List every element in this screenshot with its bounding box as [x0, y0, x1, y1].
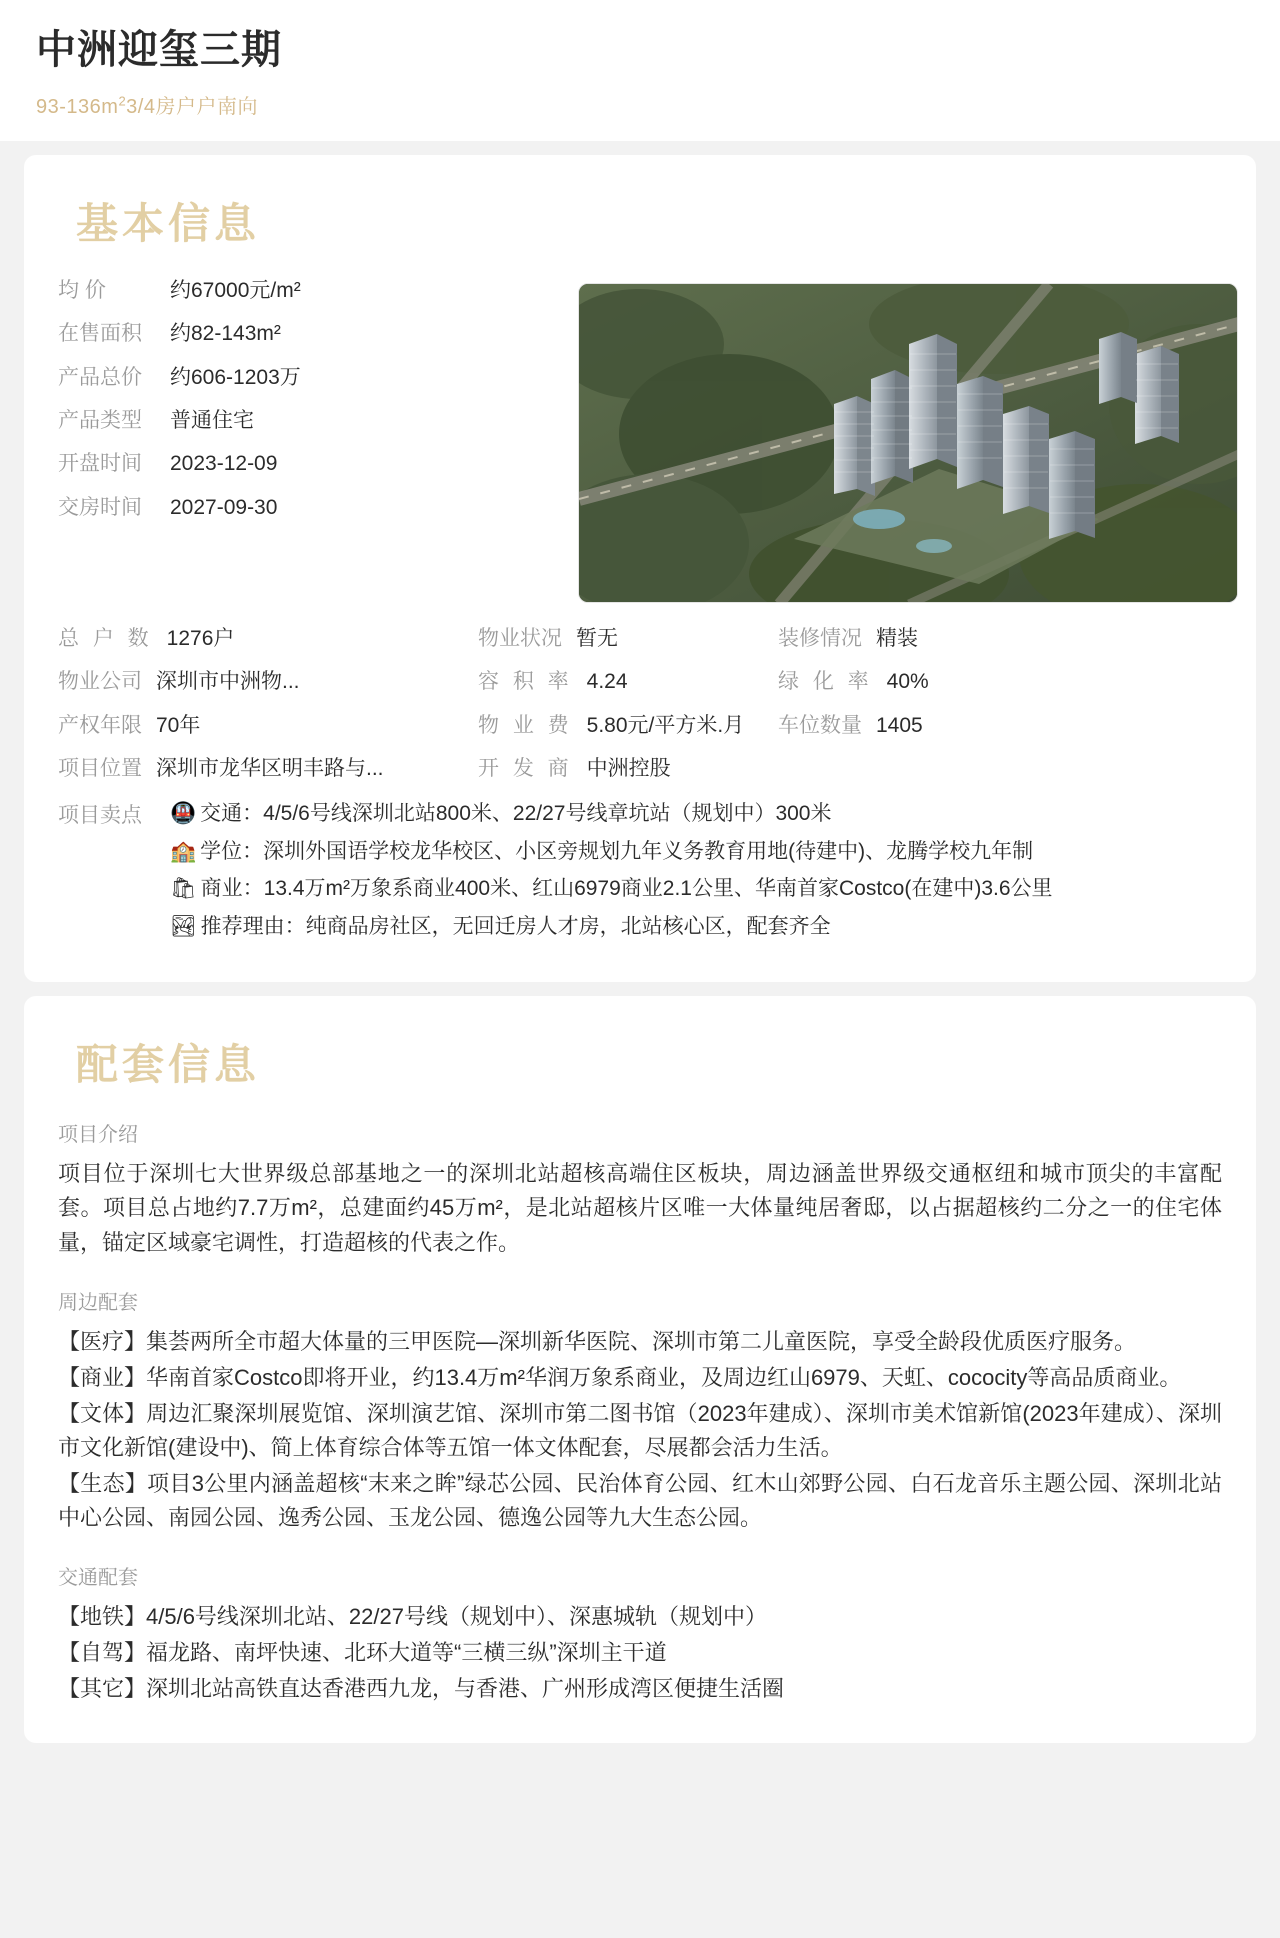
selling-points-label: 项目卖点	[58, 804, 142, 828]
info-label: 产权年限	[58, 713, 142, 737]
facility-info-title: 配套信息	[76, 1041, 261, 1089]
traffic-facility-label: 交通配套	[58, 1567, 138, 1590]
around-item-commerce: 【商业】华南首家Costco即将开业，约13.4万m²华润万象系商业，及周边红山6979、天虹、cococity等高品质商业。	[58, 1364, 1182, 1390]
info-label: 物 业 费	[478, 713, 573, 737]
info-value: 暂无	[576, 627, 618, 650]
info-row-area-on-sale	[58, 320, 558, 348]
info-cell-parking-count	[778, 712, 1222, 740]
info-cell-empty	[778, 755, 1222, 783]
project-rendering-image	[578, 283, 1238, 603]
subtitle-unit-sup: 2	[118, 93, 127, 109]
info-value: 5.80元/平方米.月	[586, 713, 745, 737]
info-value: 普通住宅	[170, 409, 254, 433]
info-cell-property-fee	[478, 712, 778, 740]
info-value: 精装	[876, 627, 918, 650]
page-header	[0, 0, 1280, 141]
selling-point-recommendation	[170, 911, 1222, 943]
info-label: 产品总价	[58, 365, 142, 389]
page-subtitle	[36, 90, 1244, 119]
info-cell-total-units	[58, 625, 478, 653]
selling-point-text: 推荐理由：纯商品房社区，无回迁房人才房，北站核心区，配套齐全	[200, 914, 831, 938]
subtitle-rooms: 3/4房户户南向	[126, 96, 258, 118]
basic-info-title: 基本信息	[76, 200, 261, 247]
subtitle-area: 93-136m	[36, 96, 119, 118]
info-label: 绿 化 率	[778, 670, 873, 694]
info-value: 深圳市龙华区明丰路与...	[156, 757, 384, 781]
traffic-item-driving: 【自驾】福龙路、南坪快速、北环大道等“三横三纵”深圳主干道	[58, 1640, 667, 1666]
info-value: 约606-1203万	[170, 365, 301, 389]
selling-point-school	[170, 836, 1222, 868]
info-cell-project-location	[58, 755, 478, 783]
selling-point-text: 商业：13.4万m²万象系商业400米、红山6979商业2.1公里、华南首家Costco(在建中)3.6公里	[200, 877, 1053, 901]
info-label: 总 户 数	[58, 627, 153, 650]
info-cell-plot-ratio	[478, 668, 778, 696]
info-row-location	[58, 755, 1222, 783]
info-label: 均 价	[58, 279, 106, 302]
basic-info-body	[58, 277, 1222, 603]
around-item-ecology: 【生态】项目3公里内涵盖超核“末来之眸”绿芯公园、民治体育公园、红木山郊野公园、白石龙音乐主题公园、深圳北站中心公园、南园公园、逸秀公园、玉龙公园、德逸公园等九大生态公园。	[58, 1471, 1222, 1531]
selling-point-text: 交通：4/5/6号线深圳北站800米、22/27号线章坑站（规划中）300米	[200, 802, 832, 826]
info-label: 物业状况	[478, 627, 562, 650]
page-title: 中洲迎玺三期	[36, 28, 282, 72]
info-label: 车位数量	[778, 713, 862, 737]
info-value: 深圳市中洲物...	[156, 670, 300, 694]
info-row-launch-date	[58, 450, 558, 478]
info-label: 交房时间	[58, 495, 142, 519]
info-cell-ownership-years	[58, 712, 478, 740]
selling-points-block	[58, 798, 1222, 948]
info-value: 1276户	[166, 627, 235, 650]
info-label: 项目位置	[58, 757, 142, 781]
info-label: 开 发 商	[478, 757, 573, 781]
info-value: 2027-09-30	[170, 495, 278, 519]
around-facility-text	[58, 1325, 1222, 1536]
info-row-units	[58, 625, 1222, 653]
facility-info-card	[24, 996, 1256, 1742]
info-cell-decoration	[778, 625, 1222, 653]
info-cell-property-status	[478, 625, 778, 653]
around-item-culture: 【文体】周边汇聚深圳展览馆、深圳演艺馆、深圳市第二图书馆（2023年建成）、深圳市美术馆新馆(2023年建成）、深圳市文化新馆(建设中)、简上体育综合体等五馆一体文体配套，尽展都会活力生活。	[58, 1400, 1222, 1460]
info-row-delivery-date	[58, 494, 558, 522]
basic-info-right-column	[578, 277, 1238, 603]
basic-info-left-column	[58, 277, 558, 537]
info-value: 70年	[156, 713, 201, 737]
selling-point-transport	[170, 798, 1222, 830]
info-value: 中洲控股	[586, 757, 671, 781]
basic-info-card	[24, 155, 1256, 982]
traffic-facility-text	[58, 1600, 1222, 1706]
info-value: 40%	[886, 670, 929, 694]
park-icon: 🏞	[170, 914, 197, 938]
info-label: 物业公司	[58, 670, 142, 694]
info-value: 2023-12-09	[170, 452, 278, 476]
traffic-item-metro: 【地铁】4/5/6号线深圳北站、22/27号线（规划中）、深惠城轨（规划中）	[58, 1604, 767, 1630]
info-row-management	[58, 668, 1222, 696]
basic-info-grid	[58, 625, 1222, 783]
info-label: 装修情况	[778, 627, 862, 650]
traffic-item-other: 【其它】深圳北站高铁直达香港西九龙，与香港、广州形成湾区便捷生活圈	[58, 1676, 785, 1702]
info-cell-property-company	[58, 668, 478, 696]
selling-points-list	[170, 798, 1222, 948]
info-row-product-type	[58, 407, 558, 435]
info-label: 容 积 率	[478, 670, 573, 694]
shopping-icon: 🛍	[170, 877, 197, 901]
selling-point-text: 学位：深圳外国语学校龙华校区、小区旁规划九年义务教育用地(待建中)、龙腾学校九年制	[200, 839, 1034, 863]
school-icon: 🏫	[170, 839, 197, 863]
info-value: 4.24	[586, 670, 628, 694]
metro-icon: 🚇	[170, 802, 197, 826]
info-value: 约82-143m²	[170, 322, 281, 346]
info-row-avg-price	[58, 277, 558, 305]
info-row-total-price	[58, 364, 558, 392]
info-label: 在售面积	[58, 322, 142, 346]
info-label: 开盘时间	[58, 452, 142, 476]
around-facility-label: 周边配套	[58, 1291, 138, 1314]
info-value: 约67000元/m²	[170, 279, 301, 302]
project-intro-text: 项目位于深圳七大世界级总部基地之一的深圳北站超核高端住区板块，周边涵盖世界级交通枢纽和城市顶尖的丰富配套。项目总占地约7.7万m²，总建面约45万m²，是北站超核片区唯一大体量纯居奢邸，以占据超核约二分之一的住宅体量，锚定区域豪宅调性，打造超核的代表之作。	[58, 1161, 1222, 1255]
info-cell-developer	[478, 755, 778, 783]
info-cell-green-ratio	[778, 668, 1222, 696]
project-intro-label: 项目介绍	[58, 1124, 138, 1147]
around-item-medical: 【医疗】集荟两所全市超大体量的三甲医院—深圳新华医院、深圳市第二儿童医院，享受全龄段优质医疗服务。	[58, 1328, 1137, 1354]
info-label: 产品类型	[58, 409, 142, 433]
info-row-fees	[58, 712, 1222, 740]
selling-point-commerce	[170, 873, 1222, 905]
info-value: 1405	[876, 713, 923, 737]
